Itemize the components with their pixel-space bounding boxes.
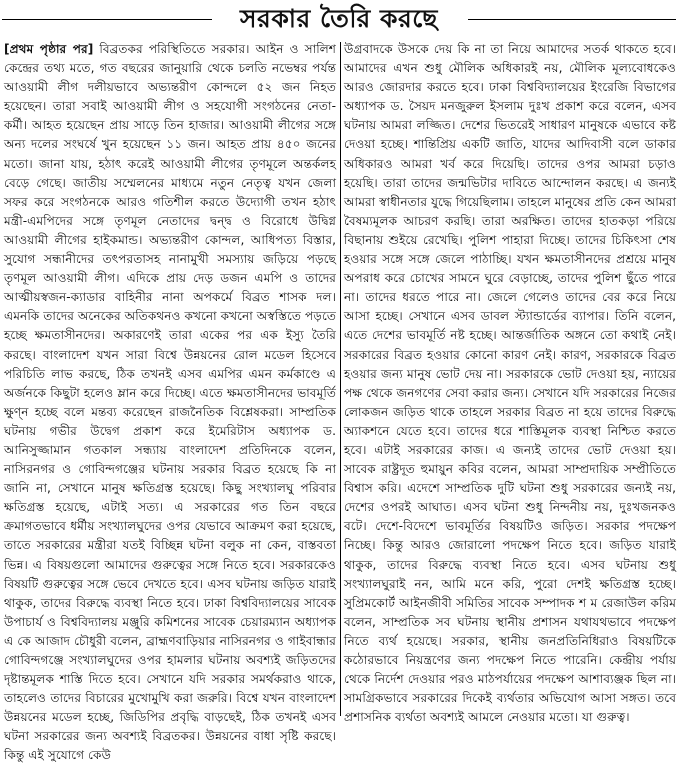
headline-bar xyxy=(0,0,678,40)
left-column-text: বিব্রতকর পরিস্থিতিতে সরকার। আইন ও সালিশ কেন্দ্রের তথ্য মতে, গত বছরের জানুয়ারি থেকে চলতি নভেম্বর পর্যন্ত আওয়ামী লীগ দলীয়ভাবে অভ্যন্তরীণ কোন্দলে ৫২ জন নিহত হয়েছেন। তারা সবাই আওয়ামী লীগ ও সহযোগী সংগঠনের নেতা-কর্মী। আহত হয়েছেন প্রায় সাড়ে তিন হাজার। আওয়ামী লীগের সঙ্গে অন্য দলের সংঘর্ষে খুন হয়েছেন ১১ জন। আহত প্রায় ৪৫০ জনের মতো। জানা যায়, হঠাৎ করেই আওয়ামী লীগের তৃণমূলে অন্তর্কলহ বেড়ে গেছে। জাতীয় সম্মেলনের মাধ্যমে নতুন নেতৃত্ব যখন জেলা সফর করে সংগঠনকে আরও গতিশীল করতে উদ্যোগী তখন হঠাৎ মন্ত্রী-এমপিদের সঙ্গে তৃণমূল নেতাদের দ্বন্দ্ব ও বিরোধে উদ্বিগ্ন আওয়ামী লীগের হাইকমান্ড। অভ্যন্তরীণ কোন্দল, আধিপত্য বিস্তার, সুযোগ সন্ধানীদের তৎপরতাসহ নানামুখী সমস্যায় জড়িয়ে পড়ছে তৃণমূল আওয়ামী লীগ। এদিকে প্রায় দেড় ডজন এমপি ও তাদের আত্মীয়স্বজন-ক্যাডার বাহিনীর নানা অপকর্মে বিব্রত শাসক দল। এমনকি তাদের অনেকের অতিকথনও কখনো কখনো অস্বস্তিতে পড়তে হচ্ছে ক্ষমতাসীনদের। অকারণেই তারা একের পর এক ইস্যু তৈরি করছে। বাংলাদেশ যখন সারা বিশ্বে উন্নয়নের রোল মডেল হিসেবে পরিচিতি লাভ করছে, ঠিক তখনই এসব এমপির এমন কর্মকাণ্ডে এ অর্জনকে কিছুটা হলেও ম্লান করে দিচ্ছে। এতে ক্ষমতাসীনদের ভাবমূর্তি ক্ষুণ্ন হচ্ছে বলে মন্তব্য করেছেন রাজনৈতিক বিশ্লেষকরা। সাম্প্রতিক ঘটনায় গভীর উদ্বেগ প্রকাশ করে ইমেরিটাস অধ্যাপক ড. আনিসুজ্জামান গতকাল সন্ধ্যায় বাংলাদেশ প্রতিদিনকে বলেন, নাসিরনগর ও গোবিন্দগঞ্জের ঘটনায় সরকার বিব্রত হয়েছে কি না জানি না, সেখানে মানুষ ক্ষতিগ্রস্ত হয়েছে। কিছু সংখ্যালঘু পরিবার ক্ষতিগ্রস্ত হয়েছে, এটাই সত্য। এ সরকারের গত তিন বছরে ক্রমাগতভাবে ধর্মীয় সংখ্যালঘুদের ওপর যেভাবে আক্রমণ করা হয়েছে, তাতে সরকারের মন্ত্রীরা যতই বিচ্ছিন্ন ঘটনা বলুক না কেন, বাস্তবতা ভিন্ন। এ বিষয়গুলো আমাদের গুরুত্বের সঙ্গে নিতে হবে। সরকারকেও বিষয়টি গুরুত্বের সঙ্গে ভেবে দেখতে হবে। এসব ঘটনায় জড়িত যারাই থাকুক, তাদের বিরুদ্ধে ব্যবস্থা নিতে হবে। ঢাকা বিশ্ববিদ্যালয়ের সাবেক উপাচার্য ও বিশ্ববিদ্যালয় মঞ্জুরি কমিশনের সাবেক চেয়ারম্যান অধ্যাপক এ কে আজাদ চৌধুরী বলেন, ব্রাহ্মণবাড়িয়ার নাসিরনগর ও গাইবান্ধার গোবিন্দগঞ্জে সংখ্যালঘুদের ওপর হামলার ঘটনায় অবশ্যই জড়িতদের দৃষ্টান্তমূলক শাস্তি দিতে হবে। সেখানে যদি সরকার সমর্থকরাও থাকে, তাহলেও তাদের বিচারের মুখোমুখি করা জরুরি। বিশ্বে যখন বাংলাদেশ উন্নয়নের মডেল হচ্ছে, জিডিপির প্রবৃদ্ধি বাড়ছেই, ঠিক তখনই এসব ঘটনা সরকারের জন্য অবশ্যই বিব্রতকর। উন্নয়নের বাধা সৃষ্টি করছে। কিন্তু এই সুযোগে কেউ xyxy=(4,42,337,763)
article-column-left xyxy=(4,40,337,763)
article-column-right xyxy=(344,40,676,725)
left-column-paragraph xyxy=(4,40,336,766)
right-column-text: উগ্রবাদকে উসকে দেয় কি না তা নিয়ে আমাদের সতর্ক থাকতে হবে। আমাদের এখন শুধু মৌলিক অধিকারই নয়, মৌলিক মূল্যবোধকেও আরও জোরদার করতে হবে। ঢাকা বিশ্ববিদ্যালয়ের ইংরেজি বিভাগের অধ্যাপক ড. সৈয়দ মনজুরুল ইসলাম দুঃখ প্রকাশ করে বলেন, এসব ঘটনায় আমরা লজ্জিত। দেশের ভিতরেই সাধারণ মানুষকে এভাবে কষ্ট দেওয়া হচ্ছে। শান্তিপ্রিয় একটি জাতি, যাদের আদিবাসী বলে ডাকার অধিকারও আমরা খর্ব করে দিয়েছি। তাদের ওপর আমরা চড়াও হয়েছি। তারা তাদের জন্মভিটার দাবিতে আন্দোলন করছে। এ জন্যই আমরা স্বাধীনতার যুদ্ধে গিয়েছিলাম। তাহলে মানুষের প্রতি কেন আমরা বৈষম্যমূলক আচরণ করছি। তারা অরক্ষিত। তাদের হাতকড়া পরিয়ে বিছানায় শুইয়ে রেখেছি। পুলিশ পাহারা দিচ্ছে। তাদের চিকিৎসা শেষ হওয়ার সঙ্গে সঙ্গে জেলে পাঠাচ্ছি। যখন ক্ষমতাসীনদের প্রশ্রয়ে মানুষ অপরাধ করে চোখের সামনে ঘুরে বেড়াচ্ছে, তাদের পুলিশ ছুঁতে পারে না। তাদের ধরতে পারে না। জেলে গেলেও তাদের বের করে নিয়ে আসা হচ্ছে। সেখানে এসব ডাবল স্ট্যান্ডার্ডের ব্যাপার। তিনি বলেন, এতে দেশের ভাবমূর্তি নষ্ট হচ্ছে। আন্তর্জাতিক অঙ্গনে তো কথাই নেই। সরকারের বিব্রত হওয়ার কোনো কারণ নেই। কারণ, সরকারকে বিব্রত হওয়ার জন্য মানুষ ভোট দেয় না। সরকারকে ভোট দেওয়া হয়, ন্যায়ের পক্ষ থেকে জনগণের সেবা করার জন্য। সেখানে যদি সরকারের নিজের লোকজন জড়িত থাকে তাহলে সরকার বিব্রত না হয়ে তাদের বিরুদ্ধে অ্যাকশনে যেতে হবে। তাদের ধরে শাস্তিমূলক ব্যবস্থা নিশ্চিত করতে হবে। এটাই সরকারের কাজ। এ জন্যই তাদের ভোট দেওয়া হয়। সাবেক রাষ্ট্রদূত হুমায়ুন কবির বলেন, আমরা সাম্প্রদায়িক সম্প্রীতিতে বিশ্বাস করি। এদেশে সাম্প্রতিক দুটি ঘটনা শুধু সরকারের জন্যই নয়, দেশের ওপরই আঘাত। এসব ঘটনা শুধু নিন্দনীয় নয়, দুঃখজনকও বটে। দেশে-বিদেশে ভাবমূর্তির বিষয়টিও জড়িত। সরকার পদক্ষেপ নিচ্ছে। কিন্তু আরও জোরালো পদক্ষেপ নিতে হবে। জড়িত যারাই থাকুক, তাদের বিরুদ্ধে ব্যবস্থা নিতে হবে। এসব ঘটনায় শুধু সংখ্যালঘুরাই নন, আমি মনে করি, পুরো দেশই ক্ষতিগ্রস্ত হচ্ছে। সুপ্রিমকোর্ট আইনজীবী সমিতির সাবেক সম্পাদক শ ম রেজাউল করিম বলেন, সাম্প্রতিক সব ঘটনায় স্থানীয় প্রশাসন যথাযথভাবে পদক্ষেপ নিতে ব্যর্থ হয়েছে। সরকার, স্থানীয় জনপ্রতিনিধিরাও বিষয়টিকে কঠোরভাবে নিয়ন্ত্রণের জন্য পদক্ষেপ নিতে পারেনি। কেন্দ্রীয় পর্যায় থেকে নির্দেশ দেওয়ার পরও মাঠপর্যায়ের পদক্ষেপ আশাব্যঞ্জক ছিল না। সামগ্রিকভাবে সরকারের দিকেই ব্যর্থতার অভিযোগ আসা সঙ্গত। তবে প্রশাসনিক ব্যর্থতা অবশ্যই আমলে নেওয়ার মতো। যা গুরুত্ব। xyxy=(344,42,676,725)
right-column-paragraph xyxy=(344,40,676,727)
continuation-tag: [প্রথম পৃষ্ঠার পর] xyxy=(4,42,94,56)
headline-title: সরকার তৈরি করছে xyxy=(232,0,446,42)
headline-rule-right xyxy=(468,19,676,20)
article-body xyxy=(4,40,676,763)
column-divider xyxy=(340,40,341,716)
headline-rule-left xyxy=(2,19,212,20)
